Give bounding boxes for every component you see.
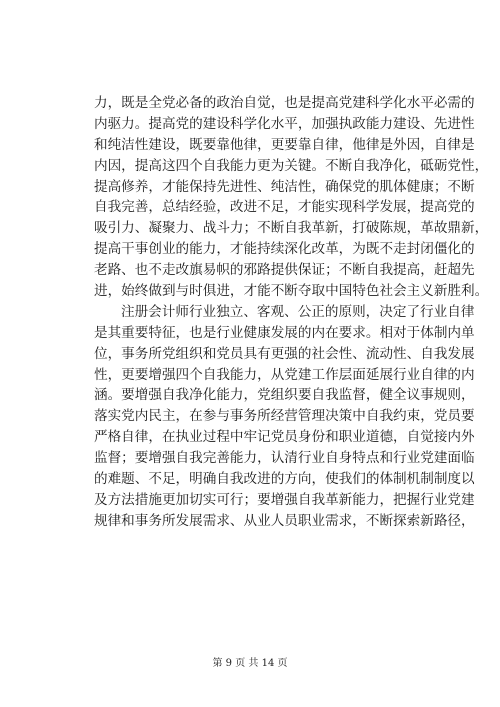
text-line: 落实党内民主，在参与事务所经营管理决策中自我约束，党员要	[94, 408, 475, 425]
text-line: 进，始终做到与时俱进，才能不断夺取中国特色社会主义新胜利。	[94, 283, 489, 300]
page-number: 第 9 页 共 14 页	[212, 658, 288, 669]
body-text	[94, 93, 489, 532]
text-line: 老路、也不走改旗易帜的邪路提供保证；不断自我提高，赶超先	[94, 262, 475, 279]
text-line: 及方法措施更加切实可行；要增强自我革新能力，把握行业党建	[94, 491, 475, 508]
text-line: 提高修养，才能保持先进性、纯洁性，确保党的肌体健康；不断	[94, 178, 475, 195]
text-line: 监督；要增强自我完善能力，认清行业自身特点和行业党建面临	[94, 450, 475, 467]
paragraph-1	[94, 93, 489, 302]
text-line: 的难题、不足，明确自我改进的方向，使我们的体制机制制度以	[94, 471, 475, 488]
text-line: 严格自律，在执业过程中牢记党员身份和职业道德，自觉接内外	[94, 429, 475, 446]
text-line: 涵。要增强自我净化能力，党组织要自我监督，健全议事规则，	[94, 387, 475, 404]
text-line: 提高干事创业的能力，才能持续深化改革，为既不走封闭僵化的	[94, 241, 475, 258]
text-line: 自我完善，总结经验，改进不足，才能实现科学发展，提高党的	[94, 199, 475, 216]
text-line: 注册会计师行业独立、客观、公正的原则，决定了行业自律	[121, 303, 475, 320]
text-line: 位，事务所党组织和党员具有更强的社会性、流动性、自我发展	[94, 345, 475, 362]
page-footer	[0, 654, 500, 669]
text-line: 吸引力、凝聚力、战斗力；不断自我革新，打破陈规，革故鼎新，	[94, 220, 489, 237]
text-line: 力，既是全党必备的政治自觉，也是提高党建科学化水平必需的	[94, 95, 475, 111]
text-line: 内驱力。提高党的建设科学化水平，加强执政能力建设、先进性	[94, 115, 475, 132]
text-line: 是其重要特征，也是行业健康发展的内在要求。相对于体制内单	[94, 324, 475, 341]
text-line: 规律和事务所发展需求、从业人员职业需求，不断探索新路径，	[94, 512, 475, 529]
paragraph-2	[94, 302, 475, 532]
text-line: 性，更要增强四个自我能力，从党建工作层面延展行业自律的内	[94, 366, 475, 383]
text-line: 和纯洁性建设，既要靠他律，更要靠自律，他律是外因，自律是	[94, 136, 475, 153]
text-line: 内因，提高这四个自我能力更为关键。不断自我净化，砥砺党性，	[94, 157, 489, 174]
